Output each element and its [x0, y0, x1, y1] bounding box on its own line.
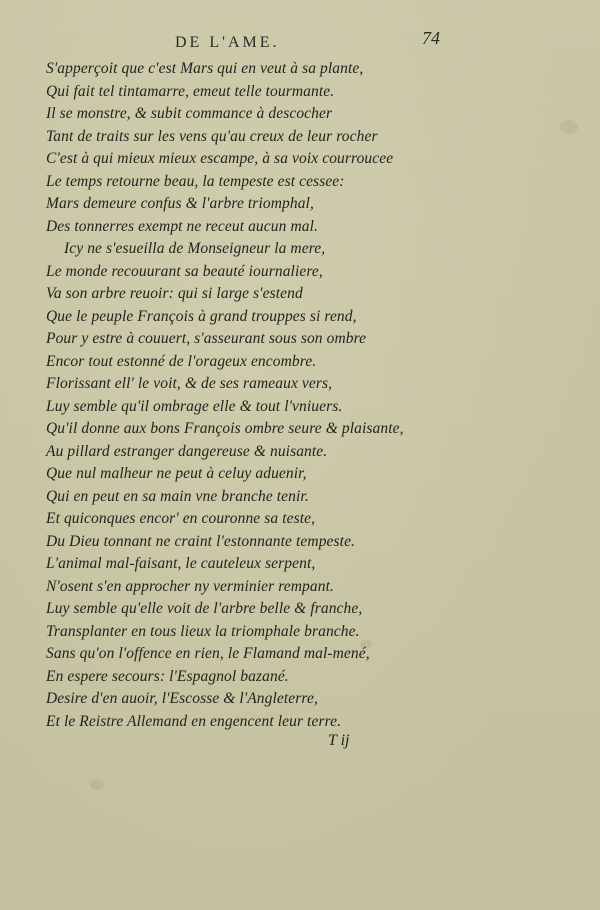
- verse-line: Il se monstre, & subit commance à descocher: [46, 105, 333, 122]
- verse-line: Luy semble qu'elle voit de l'arbre belle & franche,: [46, 600, 363, 617]
- paper-stain: [560, 120, 578, 134]
- paper-stain: [90, 780, 104, 790]
- verse-line: Que nul malheur ne peut à celuy aduenir,: [46, 465, 307, 482]
- verse-line: Mars demeure confus & l'arbre triomphal,: [46, 195, 314, 212]
- verse-line: L'animal mal-faisant, le cauteleux serpent,: [46, 555, 316, 572]
- verse-line: Va son arbre reuoir: qui si large s'estend: [46, 285, 303, 302]
- verse-line: C'est à qui mieux mieux escampe, à sa voix courroucee: [46, 150, 394, 167]
- verse-line: Le temps retourne beau, la tempeste est cessee:: [46, 172, 345, 190]
- verse-line: En espere secours: l'Espagnol bazané.: [46, 667, 289, 685]
- verse-line: Et le Reistre Allemand en engencent leur terre.: [46, 712, 342, 730]
- page-number: 74: [422, 28, 440, 48]
- verse-line: Sans qu'on l'offence en rien, le Flamand mal-mené,: [46, 645, 370, 662]
- verse-line: Que le peuple François à grand trouppes si rend,: [46, 307, 357, 325]
- verse-line: Qui fait tel tintamarre, emeut telle tourmante.: [46, 82, 335, 100]
- verse-line: N'osent s'en approcher ny verminier rempant.: [46, 577, 334, 595]
- verse-line: Du Dieu tonnant ne craint l'estonnante tempeste.: [46, 532, 356, 550]
- verse-line: Encor tout estonné de l'orageux encombre.: [46, 352, 317, 370]
- verse-line: Florissant ell' le voit, & de ses rameaux vers,: [46, 375, 333, 392]
- verse-line: S'apperçoit que c'est Mars qui en veut à sa plante,: [46, 60, 364, 77]
- running-header: DE L'AME.: [175, 34, 280, 51]
- verse-line: Desire d'en auoir, l'Escosse & l'Angleterre,: [46, 690, 318, 707]
- verse-line: Des tonnerres exempt ne receut aucun mal.: [46, 217, 318, 235]
- verse-line: Le monde recouurant sa beauté iournaliere,: [46, 262, 323, 280]
- verse-line: Qu'il donne aux bons François ombre seure & plaisante,: [46, 420, 404, 437]
- verse-line: Icy ne s'esueilla de Monseigneur la mere,: [64, 240, 326, 257]
- signature-mark: T ij: [328, 732, 350, 749]
- verse-line: Tant de traits sur les vens qu'au creux de leur rocher: [46, 127, 378, 145]
- verse-line: Au pillard estranger dangereuse & nuisante.: [46, 442, 328, 460]
- verse-line: Luy semble qu'il ombrage elle & tout l'vniuers.: [46, 397, 343, 415]
- verse-line: Qui en peut en sa main vne branche tenir.: [46, 487, 309, 505]
- verse-line: Et quiconques encor' en couronne sa teste,: [46, 510, 316, 527]
- verse-line: Pour y estre à couuert, s'asseurant sous son ombre: [46, 330, 367, 347]
- verse-line: Transplanter en tous lieux la triomphale branche.: [46, 622, 360, 640]
